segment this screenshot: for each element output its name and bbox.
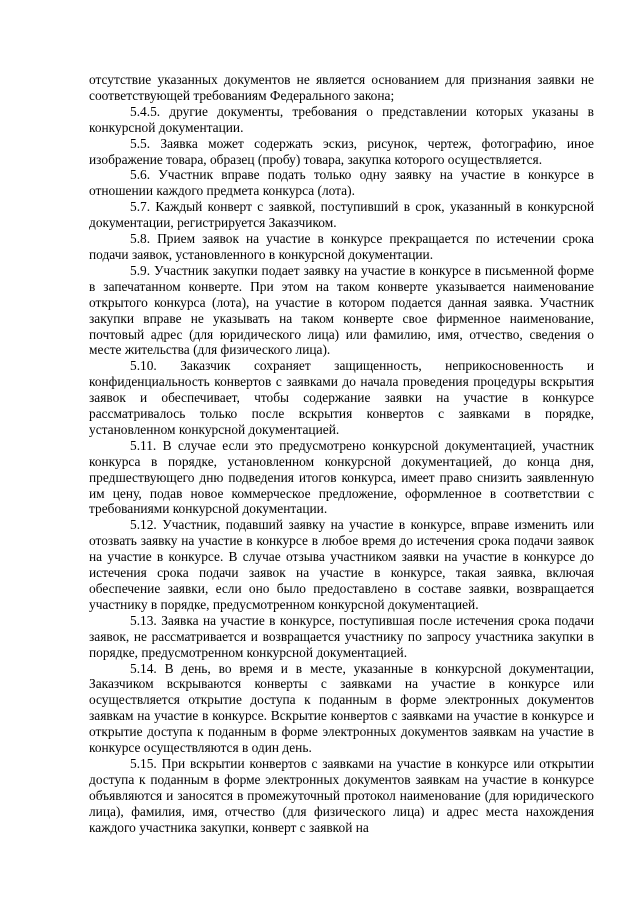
paragraph-5-11: 5.11. В случае если это предусмотрено конкурсной документацией, участник конкурса в порядке, установленном конкурсной документацией, до конца дня, предшествующего дню подведения итогов конкурса, имеет право снизить заявленную им цену, подав новое коммерческое предложение, оформленное в соответствии с требованиями конкурсной документации. (89, 437, 594, 517)
paragraph-5-15: 5.15. При вскрытии конвертов с заявками на участие в конкурсе или открытии доступа к поданным в форме электронных документов заявкам на участие в конкурсе объявляются и заносятся в промежуточный протокол наименование (для юридического лица), фамилия, имя, отчество (для физического лица) и адрес места нахождения каждого участника закупки, конверт с заявкой на (89, 755, 594, 835)
paragraph-5-6: 5.6. Участник вправе подать только одну заявку на участие в конкурсе в отношении каждого предмета конкурса (лота). (89, 167, 594, 199)
paragraph-5-14: 5.14. В день, во время и в месте, указанные в конкурсной документации, Заказчиком вскрываются конверты с заявками на участие в конкурсе или осуществляется открытие доступа к поданным в форме электронных документов заявкам на участие в конкурсе. Вскрытие конвертов с заявками на участие в конкурсе и открытие доступа к поданным в форме электронных документов заявкам на участие в конкурсе осуществляются в один день. (89, 660, 594, 756)
paragraph-5-13: 5.13. Заявка на участие в конкурсе, поступившая после истечения срока подачи заявок, не рассматривается и возвращается участнику по запросу участника закупки в порядке, предусмотренном конкурсной документацией. (89, 612, 594, 660)
paragraph-5-10: 5.10. Заказчик сохраняет защищенность, неприкосновенность и конфиденциальность конвертов с заявками до начала проведения процедуры вскрытия заявок и обеспечивает, чтобы содержание заявки на участие в конкурсе рассматривалось только после вскрытия конвертов с заявками в порядке, установленном конкурсной документацией. (89, 358, 594, 437)
paragraph-5-7: 5.7. Каждый конверт с заявкой, поступивший в срок, указанный в конкурсной документации, регистрируется Заказчиком. (89, 199, 594, 231)
paragraph-5-4-5: 5.4.5. другие документы, требования о представлении которых указаны в конкурсной документации. (89, 103, 594, 135)
paragraph-5-5: 5.5. Заявка может содержать эскиз, рисунок, чертеж, фотографию, иное изображение товара, образец (пробу) товара, закупка которого осуществляется. (89, 135, 594, 167)
paragraph-5-9: 5.9. Участник закупки подает заявку на участие в конкурсе в письменной форме в запечатанном конверте. При этом на таком конверте указывается наименование открытого конкурса (лота), на участие в котором подается данная заявка. Участник закупки вправе не указывать на таком конверте свое фирменное наименование, почтовый адрес (для юридического лица) или фамилию, имя, отчество, сведения о месте жительства (для физического лица). (89, 262, 594, 358)
paragraph-5-12: 5.12. Участник, подавший заявку на участие в конкурсе, вправе изменить или отозвать заявку на участие в конкурсе в любое время до истечения срока подачи заявок на участие в конкурсе. В случае отзыва участником заявки на участие в конкурсе до истечения срока подачи заявок на участие в конкурсе, такая заявка, включая обеспечение заявки, если оно было предоставлено в составе заявки, возвращается участнику в порядке, предусмотренном конкурсной документацией. (89, 517, 594, 612)
paragraph-5-8: 5.8. Прием заявок на участие в конкурсе прекращается по истечении срока подачи заявок, установленного в конкурсной документации. (89, 231, 594, 262)
document-body (89, 72, 594, 836)
paragraph-continuation: отсутствие указанных документов не является основанием для признания заявки не соответствующей требованиям Федерального закона; (89, 72, 594, 103)
